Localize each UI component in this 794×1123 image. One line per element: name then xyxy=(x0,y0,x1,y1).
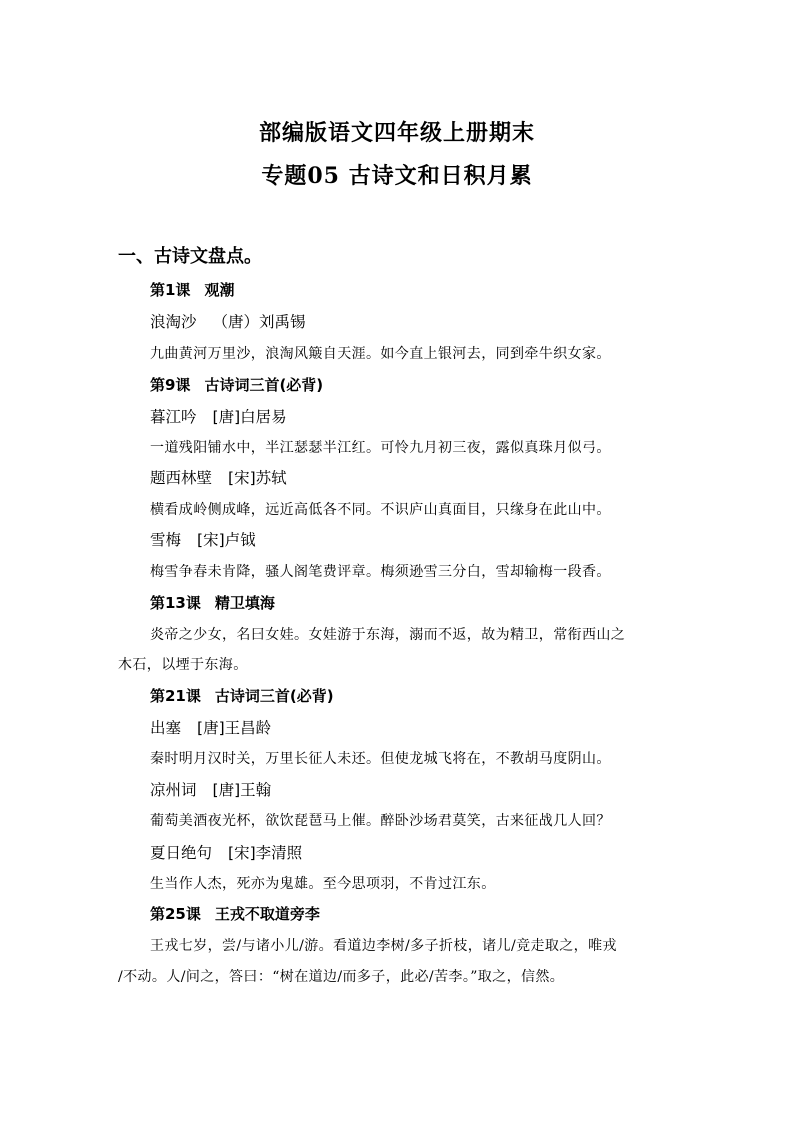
classical-text-line: 王戎七岁，尝/与诸小儿/游。看道边李树/多子折枝，诸儿/竞走取之，唯戎 xyxy=(150,938,617,954)
poem-header xyxy=(150,841,302,863)
lesson-name: 王戎不取道旁李 xyxy=(214,905,320,923)
poem-text: 葡萄美酒夜光杯，欲饮琵琶马上催。醉卧沙场君莫笑，古来征战几人回？ xyxy=(150,813,611,829)
poem-text: 生当作人杰，死亦为鬼雄。至今思项羽，不肯过江东。 xyxy=(150,876,496,892)
poem-author: （唐）刘禹锡 xyxy=(212,313,306,331)
poem-title: 题西林壁 xyxy=(150,469,213,487)
classical-text-line: /不动。人/问之，答曰：“树在道边/而多子，此必/苦李。”取之，信然。 xyxy=(118,969,565,985)
poem-header xyxy=(150,466,287,488)
poem-author: [唐]白居易 xyxy=(212,408,287,426)
lesson-9-heading xyxy=(150,374,323,395)
document-subtitle: 专题05 古诗文和日积月累 xyxy=(261,163,533,189)
poem-title: 出塞 xyxy=(150,719,182,737)
poem-text: 秦时明月汉时关，万里长征人未还。但使龙城飞将在，不教胡马度阴山。 xyxy=(150,751,611,767)
lesson-13-heading xyxy=(150,592,275,613)
poem-title: 浪淘沙 xyxy=(150,313,197,331)
poem-title: 雪梅 xyxy=(150,531,182,549)
lesson-1-heading xyxy=(150,279,234,300)
poem-author: [唐]王昌龄 xyxy=(197,719,272,737)
lesson-name: 精卫填海 xyxy=(214,594,275,612)
lesson-25-heading xyxy=(150,903,320,924)
classical-text-line: 炎帝之少女，名曰女娃。女娃游于东海，溺而不返，故为精卫，常衔西山之 xyxy=(150,627,626,643)
poem-author: [宋]苏轼 xyxy=(228,469,287,487)
poem-text: 梅雪争春未肯降，骚人阁笔费评章。梅须逊雪三分白，雪却输梅一段香。 xyxy=(150,564,611,580)
lesson-number: 第25课 xyxy=(150,905,201,923)
lesson-name: 古诗词三首(必背) xyxy=(214,687,334,705)
document-title: 部编版语文四年级上册期末 xyxy=(258,120,535,146)
poem-header xyxy=(150,405,287,427)
lesson-number: 第9课 xyxy=(150,376,191,394)
poem-text: 横看成岭侧成峰，远近高低各不同。不识庐山真面目，只缘身在此山中。 xyxy=(150,502,611,518)
classical-text-line: 木石，以堙于东海。 xyxy=(118,657,248,673)
poem-header xyxy=(150,778,271,800)
poem-author: [唐]王翰 xyxy=(212,781,272,799)
lesson-number: 第13课 xyxy=(150,594,201,612)
lesson-21-heading xyxy=(150,685,334,706)
poem-author: [宋]李清照 xyxy=(228,844,303,862)
poem-title: 夏日绝句 xyxy=(150,844,213,862)
poem-title: 暮江吟 xyxy=(150,408,197,426)
poem-title: 凉州词 xyxy=(150,781,197,799)
poem-header xyxy=(150,310,306,332)
lesson-number: 第21课 xyxy=(150,687,201,705)
lesson-number: 第1课 xyxy=(150,281,191,299)
poem-header xyxy=(150,716,271,738)
poem-author: [宋]卢钺 xyxy=(197,531,256,549)
poem-text: 一道残阳铺水中，半江瑟瑟半江红。可怜九月初三夜，露似真珠月似弓。 xyxy=(150,440,611,456)
section-heading: 一、古诗文盘点。 xyxy=(118,246,262,267)
lesson-name: 观潮 xyxy=(204,281,235,299)
poem-text: 九曲黄河万里沙，浪淘风簸自天涯。如今直上银河去，同到牵牛织女家。 xyxy=(150,346,611,362)
poem-header xyxy=(150,528,256,550)
lesson-name: 古诗词三首(必背) xyxy=(204,376,324,394)
